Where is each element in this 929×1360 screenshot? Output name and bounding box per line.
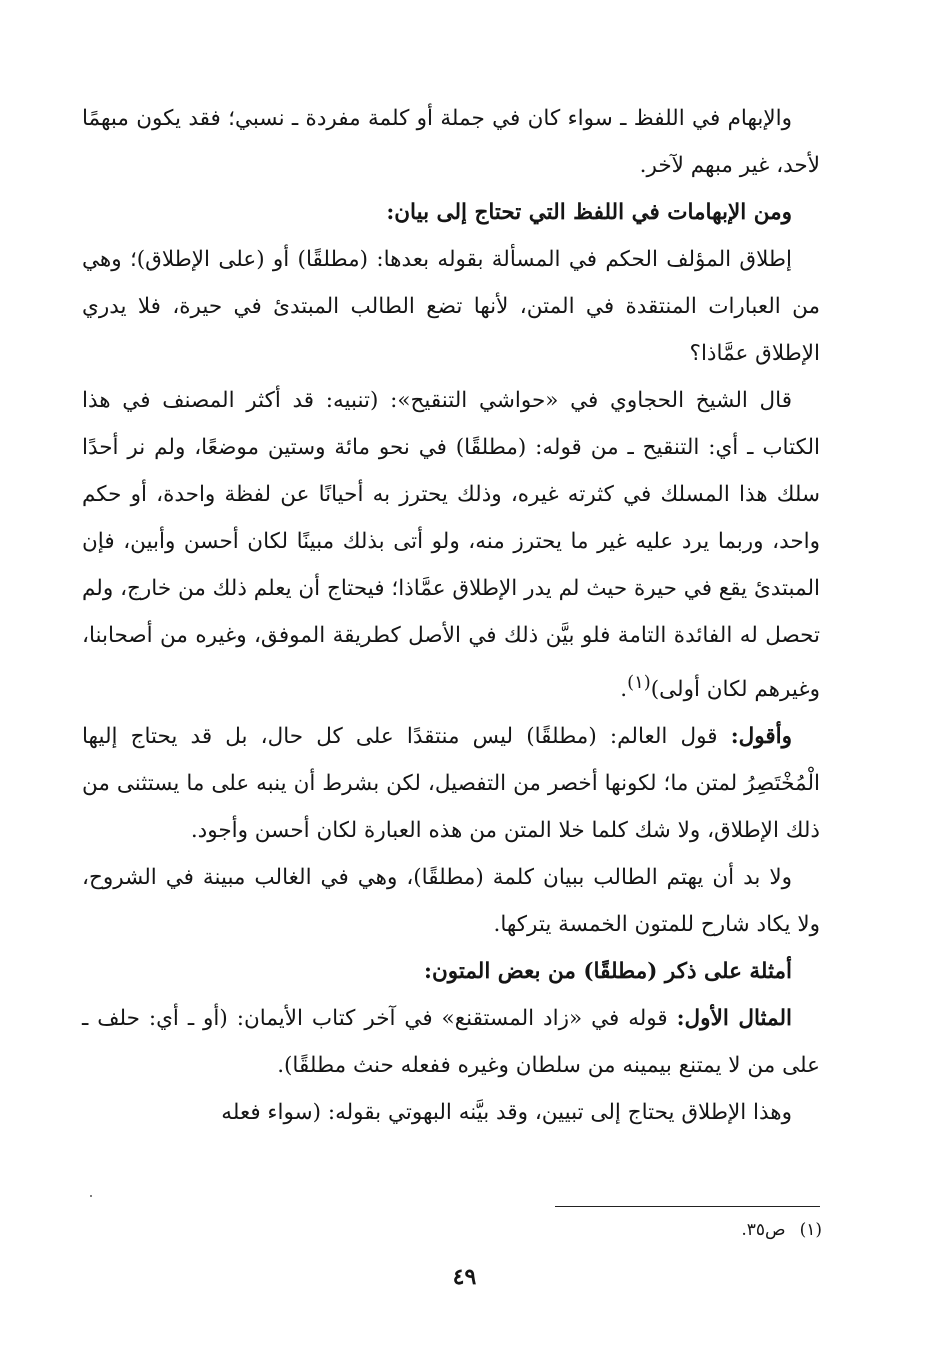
paragraph-bahuti-explanation: وهذا الإطلاق يحتاج إلى تبيين، وقد بيَّنه البهوتي بقوله: (سواء فعله bbox=[221, 1100, 792, 1126]
quote-end-period: . bbox=[620, 677, 628, 703]
author-opinion-text: قول العالم: (مطلقًا) ليس منتقدًا على كل حال، بل قد يحتاج إليها الْمُخْتَصِرُ لمتن ما؛ لكونها أخصر من التفصيل، لكن بشرط أن ينبه على ما يستثنى من ذلك الإطلاق، ولا شك كلما خلا المتن من هذه العبارة لكان أحسن وأجود. bbox=[82, 724, 820, 844]
scan-speck bbox=[90, 1195, 92, 1197]
heading-examples: أمثلة على ذكر (مطلقًا) من بعض المتون: bbox=[424, 959, 792, 985]
footnote-separator bbox=[555, 1206, 820, 1207]
paragraph-author-opinion bbox=[82, 713, 820, 854]
paragraph-first-example bbox=[82, 995, 820, 1089]
paragraph-hajjawi-quote bbox=[82, 377, 820, 713]
paragraph-intro: والإبهام في اللفظ ـ سواء كان في جملة أو كلمة مفردة ـ نسبي؛ فقد يكون مبهمًا لأحد، غير مبهم لآخر. bbox=[82, 106, 820, 178]
author-opinion-lead: وأقول: bbox=[730, 724, 792, 750]
main-text bbox=[82, 95, 820, 1136]
footnote bbox=[741, 1216, 822, 1244]
heading-vagueness-types: ومن الإبهامات في اللفظ التي تحتاج إلى بيان: bbox=[386, 200, 792, 225]
footnote-reference: (١) bbox=[627, 672, 651, 693]
first-example-text: قوله في «زاد المستقنع» في آخر كتاب الأيمان: (أو ـ أي: حلف ـ على من لا يمتنع بيمينه من سلطان وغيره ففعله حنث مطلقًا). bbox=[82, 1006, 820, 1079]
quote-text: قال الشيخ الحجاوي في «حواشي التنقيح»: (تنبيه: قد أكثر المصنف في هذا الكتاب ـ أي: التنقيح ـ من قوله: (مطلقًا) في نحو مائة وستين موضعًا، ولم نر أحدًا سلك هذا المسلك في كثرته غيره، وذلك يحترز به أحيانًا عن لفظة واحدة، أو حكم واحد، وربما يرد عليه غير ما يحترز منه، ولو أتى بذلك مبينًا لكان أحسن وأبين، فإن المبتدئ يقع في حيرة حيث لم يدر الإطلاق عمَّاذا؛ فيحتاج أن يعلم ذلك من خارج، ولم تحصل له الفائدة التامة فلو بيَّن ذلك في الأصل كطريقة الموفق، وغيره من أصحابنا، وغيرهم لكان أولى) bbox=[82, 388, 820, 703]
first-example-lead: المثال الأول: bbox=[676, 1006, 793, 1032]
paragraph-student-note: ولا بد أن يهتم الطالب ببيان كلمة (مطلقًا)، وهي في الغالب مبينة في الشروح، ولا يكاد شارح للمتون الخمسة يتركها. bbox=[82, 865, 820, 938]
footnote-number: (١) bbox=[799, 1220, 822, 1240]
footnote-text: ص٣٥. bbox=[741, 1220, 786, 1240]
paragraph-absolute-ruling: إطلاق المؤلف الحكم في المسألة بقوله بعدها: (مطلقًا) أو (على الإطلاق)؛ وهي من العبارات المنتقدة في المتن، لأنها تضع الطالب المبتدئ في حيرة، فلا يدري الإطلاق عمَّاذا؟ bbox=[82, 247, 820, 366]
page-number: ٤٩ bbox=[452, 1264, 477, 1290]
